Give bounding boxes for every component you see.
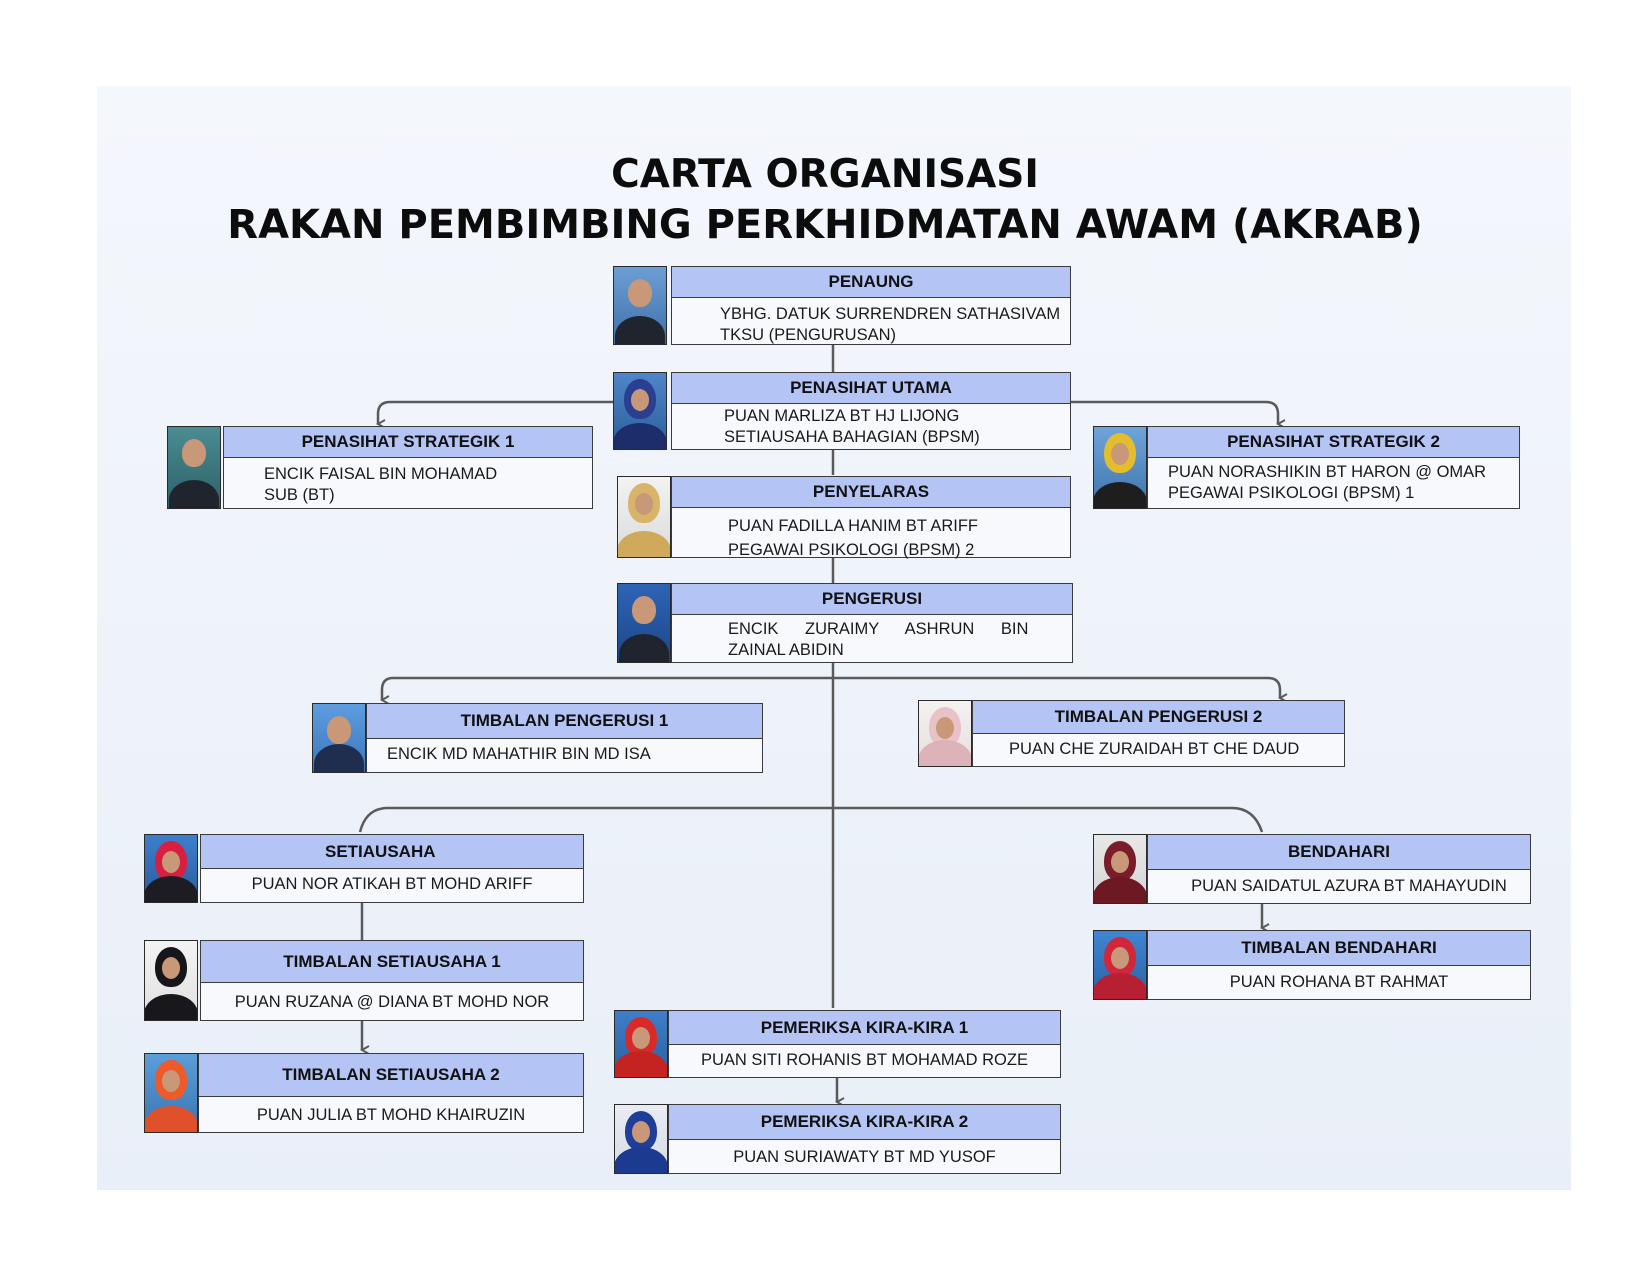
portrait-photo (144, 940, 198, 1021)
portrait-photo (1093, 426, 1147, 509)
connector-to-setiausaha (360, 808, 833, 832)
portrait-photo (1093, 930, 1147, 1000)
node-timbalan-pengerusi-2 (918, 700, 1345, 767)
member-name: PUAN JULIA BT MOHD KHAIRUZIN (256, 1106, 526, 1124)
node-penyelaras (617, 476, 1071, 558)
role-title: TIMBALAN SETIAUSAHA 1 (201, 941, 583, 983)
member-post: TKSU (PENGURUSAN) (720, 326, 897, 344)
node-bendahari (1093, 834, 1531, 904)
portrait-photo (312, 703, 366, 773)
portrait-photo (918, 700, 972, 767)
portrait-photo (617, 476, 671, 558)
role-title: PENASIHAT STRATEGIK 2 (1148, 427, 1519, 458)
portrait-photo (613, 266, 667, 345)
portrait-photo (617, 583, 671, 663)
member-name: PUAN FADILLA HANIM BT ARIFF (728, 517, 979, 535)
node-pengerusi (617, 583, 1073, 663)
connector-utama-strategik-2 (1071, 402, 1278, 424)
portrait-photo (613, 372, 667, 450)
portrait-photo (614, 1104, 668, 1174)
member-name: PUAN NORASHIKIN BT HARON @ OMAR (1168, 463, 1487, 481)
member-name: PUAN RUZANA @ DIANA BT MOHD NOR (234, 993, 550, 1011)
member-name: ENCIK FAISAL BIN MOHAMAD (264, 465, 498, 483)
connector-to-bendahari (833, 808, 1262, 832)
title-line-2: RAKAN PEMBIMBING PERKHIDMATAN AWAM (AKRAB) (227, 202, 1423, 248)
node-penaung (613, 266, 1071, 345)
role-title: SETIAUSAHA (201, 835, 583, 869)
role-title: TIMBALAN PENGERUSI 2 (973, 701, 1344, 734)
member-name: PUAN CHE ZURAIDAH BT CHE DAUD (1009, 740, 1300, 758)
portrait-photo (614, 1010, 668, 1078)
member-name: PUAN NOR ATIKAH BT MOHD ARIFF (251, 875, 533, 893)
role-title: PENAUNG (672, 267, 1070, 298)
role-title: PENASIHAT STRATEGIK 1 (224, 427, 592, 458)
role-title: PEMERIKSA KIRA-KIRA 1 (669, 1011, 1060, 1045)
node-timbalan-pengerusi-1 (312, 703, 763, 773)
member-name: ENCIK MD MAHATHIR BIN MD ISA (387, 745, 651, 763)
member-post: SUB (BT) (264, 486, 335, 504)
node-penasihat-utama (613, 372, 1071, 450)
member-name: PUAN SAIDATUL AZURA BT MAHAYUDIN (1191, 877, 1507, 895)
node-timbalan-setiausaha-2 (144, 1053, 584, 1133)
role-title: BENDAHARI (1148, 835, 1530, 870)
member-name: YBHG. DATUK SURRENDREN SATHASIVAM (720, 305, 1061, 323)
node-penasihat-strategik-1 (167, 426, 593, 509)
node-pemeriksa-kira-kira-2 (614, 1104, 1061, 1174)
member-name: ENCIK ZURAIMY ASHRUN BIN (728, 620, 1029, 638)
member-post: PEGAWAI PSIKOLOGI (BPSM) 1 (1168, 484, 1415, 502)
member-post: ZAINAL ABIDIN (728, 641, 844, 659)
member-post: SETIAUSAHA BAHAGIAN (BPSM) (724, 428, 980, 446)
connector-utama-strategik-1 (378, 402, 613, 424)
connector-pengerusi-timbalan-1 (382, 678, 833, 700)
role-title: TIMBALAN SETIAUSAHA 2 (199, 1054, 583, 1097)
member-name: PUAN ROHANA BT RAHMAT (1229, 973, 1449, 991)
portrait-photo (144, 834, 198, 903)
node-penasihat-strategik-2 (1093, 426, 1520, 509)
role-title: PENASIHAT UTAMA (672, 373, 1070, 404)
node-timbalan-bendahari (1093, 930, 1531, 1000)
portrait-photo (144, 1053, 198, 1133)
node-pemeriksa-kira-kira-1 (614, 1010, 1061, 1078)
member-name: PUAN MARLIZA BT HJ LIJONG (724, 407, 960, 425)
node-timbalan-setiausaha-1 (144, 940, 584, 1021)
role-title: PEMERIKSA KIRA-KIRA 2 (669, 1105, 1060, 1140)
role-title: TIMBALAN PENGERUSI 1 (367, 704, 762, 739)
member-post: PEGAWAI PSIKOLOGI (BPSM) 2 (728, 541, 975, 559)
member-name: PUAN SITI ROHANIS BT MOHAMAD ROZE (701, 1051, 1028, 1069)
portrait-photo (1093, 834, 1147, 904)
member-name: PUAN SURIAWATY BT MD YUSOF (733, 1148, 996, 1166)
role-title: PENGERUSI (672, 584, 1072, 615)
connector-pengerusi-timbalan-2 (833, 678, 1280, 698)
role-title: PENYELARAS (672, 477, 1070, 508)
role-title: TIMBALAN BENDAHARI (1148, 931, 1530, 966)
portrait-photo (167, 426, 221, 509)
title-line-1: CARTA ORGANISASI (611, 152, 1039, 197)
node-setiausaha (144, 834, 584, 903)
